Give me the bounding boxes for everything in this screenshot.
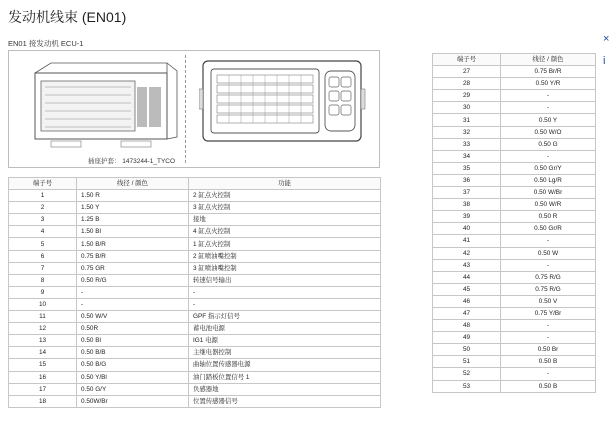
- wire-cell: -: [501, 102, 596, 114]
- wire-cell: 0.75 R/G: [501, 271, 596, 283]
- function-cell: 蓄电池电源: [189, 323, 381, 335]
- table-row: [9, 202, 381, 214]
- pin-cell: 7: [9, 262, 77, 274]
- pin-cell: 6: [9, 250, 77, 262]
- table-row: [9, 371, 381, 383]
- figure-divider: [185, 55, 186, 163]
- pin-cell: 9: [9, 286, 77, 298]
- pin-cell: 1: [9, 190, 77, 202]
- table-row: [9, 214, 381, 226]
- table-row: [433, 307, 596, 319]
- table-row: [433, 332, 596, 344]
- pin-cell: 14: [9, 347, 77, 359]
- wire-cell: -: [77, 298, 189, 310]
- table-header-row: [9, 178, 381, 190]
- wire-cell: 1.50 B/R: [77, 238, 189, 250]
- wire-cell: 0.50 R/G: [77, 274, 189, 286]
- pin-cell: 33: [433, 138, 501, 150]
- page-title: 发动机线束 (EN01): [8, 9, 127, 25]
- pin-cell: 38: [433, 199, 501, 211]
- pin-cell: 13: [9, 335, 77, 347]
- wire-cell: 0.50 W/Br: [501, 187, 596, 199]
- table-row: [9, 311, 381, 323]
- function-cell: 转速信号输出: [189, 274, 381, 286]
- table-row: [433, 114, 596, 126]
- wire-cell: 0.75 B/R: [77, 250, 189, 262]
- pin-cell: 48: [433, 320, 501, 332]
- pin-cell: 52: [433, 368, 501, 380]
- connector-housing-side-view: [31, 57, 181, 157]
- wire-cell: 0.50 G/Y: [77, 383, 189, 395]
- wire-cell: 0.50W/Br: [77, 395, 189, 407]
- pin-cell: 47: [433, 307, 501, 319]
- table-row: [433, 102, 596, 114]
- function-cell: 曲轴位置传感器电源: [189, 359, 381, 371]
- function-cell: 1 缸点火控制: [189, 238, 381, 250]
- table-row: [433, 380, 596, 392]
- pin-cell: 46: [433, 295, 501, 307]
- function-cell: 3 缸喷油嘴控制: [189, 262, 381, 274]
- pin-cell: 18: [9, 395, 77, 407]
- function-cell: -: [189, 298, 381, 310]
- table-row: [9, 323, 381, 335]
- wire-cell: 0.75 Br/R: [501, 66, 596, 78]
- wire-cell: 1.50 Y: [77, 202, 189, 214]
- pin-cell: 49: [433, 332, 501, 344]
- pin-cell: 29: [433, 90, 501, 102]
- function-cell: 2 缸喷油嘴控制: [189, 250, 381, 262]
- connector-label: 插座护套： 1473244-1_TYCO: [88, 158, 176, 165]
- table-row: [433, 368, 596, 380]
- pin-cell: 45: [433, 283, 501, 295]
- table-row: [9, 226, 381, 238]
- table-row: [433, 344, 596, 356]
- wire-cell: 0.50 W/V: [77, 311, 189, 323]
- wire-cell: 0.50 W/R: [501, 199, 596, 211]
- wire-cell: 0.75 R/G: [501, 283, 596, 295]
- function-cell: 3 缸点火控制: [189, 202, 381, 214]
- pin-table-right: [432, 53, 596, 393]
- header-pin: 端子号: [433, 54, 501, 66]
- wire-cell: -: [501, 332, 596, 344]
- pin-cell: 3: [9, 214, 77, 226]
- pin-cell: 31: [433, 114, 501, 126]
- table-row: [433, 162, 596, 174]
- wire-cell: 0.75 GR: [77, 262, 189, 274]
- wire-cell: 0.50 Y/Bl: [77, 371, 189, 383]
- table-row: [433, 66, 596, 78]
- connector-pin-face-view: [199, 59, 369, 159]
- wire-cell: 0.50 W/O: [501, 126, 596, 138]
- wire-cell: 0.50 Y/R: [501, 78, 596, 90]
- close-icon[interactable]: ×: [603, 33, 609, 45]
- wire-cell: 0.75 Y/Br: [501, 307, 596, 319]
- table-row: [9, 262, 381, 274]
- table-row: [433, 223, 596, 235]
- function-cell: GPF 指示灯信号: [189, 311, 381, 323]
- pin-cell: 39: [433, 211, 501, 223]
- function-cell: 负感器地: [189, 383, 381, 395]
- table-row: [433, 150, 596, 162]
- table-row: [9, 359, 381, 371]
- page-subtitle: EN01 接发动机 ECU-1: [8, 39, 84, 48]
- pin-cell: 51: [433, 356, 501, 368]
- wire-cell: -: [501, 150, 596, 162]
- pin-cell: 44: [433, 271, 501, 283]
- pin-table-left: [8, 177, 381, 408]
- pin-cell: 2: [9, 202, 77, 214]
- table-row: [433, 90, 596, 102]
- wire-cell: 0.50 Gr/Y: [501, 162, 596, 174]
- table-row: [9, 298, 381, 310]
- wire-cell: -: [77, 286, 189, 298]
- table-row: [433, 78, 596, 90]
- function-cell: 油门踏板位置信号 1: [189, 371, 381, 383]
- wire-cell: 0.50 Y: [501, 114, 596, 126]
- wire-cell: 0.50 Gr/R: [501, 223, 596, 235]
- table-header-row: [433, 54, 596, 66]
- function-cell: -: [189, 286, 381, 298]
- table-row: [9, 238, 381, 250]
- pin-cell: 36: [433, 174, 501, 186]
- table-row: [433, 199, 596, 211]
- table-row: [433, 259, 596, 271]
- wire-cell: 0.50 B: [501, 356, 596, 368]
- table-row: [433, 211, 596, 223]
- function-cell: IG1 电源: [189, 335, 381, 347]
- wire-cell: 1.25 B: [77, 214, 189, 226]
- pin-cell: 42: [433, 247, 501, 259]
- pin-cell: 34: [433, 150, 501, 162]
- function-cell: 2 缸点火控制: [189, 190, 381, 202]
- wire-cell: 0.50 V: [501, 295, 596, 307]
- wire-cell: 0.50 B: [501, 380, 596, 392]
- pin-cell: 27: [433, 66, 501, 78]
- wire-cell: 0.50 W: [501, 247, 596, 259]
- table-row: [433, 295, 596, 307]
- wire-cell: -: [501, 368, 596, 380]
- pin-cell: 35: [433, 162, 501, 174]
- wire-cell: 0.50 Lg/R: [501, 174, 596, 186]
- pin-cell: 41: [433, 235, 501, 247]
- table-row: [9, 347, 381, 359]
- pin-cell: 15: [9, 359, 77, 371]
- header-wire: 线径 / 颜色: [501, 54, 596, 66]
- pin-cell: 10: [9, 298, 77, 310]
- wire-cell: -: [501, 320, 596, 332]
- function-cell: 主继电器控制: [189, 347, 381, 359]
- table-row: [433, 138, 596, 150]
- table-row: [9, 274, 381, 286]
- connector-figure: [8, 50, 380, 168]
- table-row: [9, 395, 381, 407]
- table-row: [433, 271, 596, 283]
- pin-cell: 37: [433, 187, 501, 199]
- pin-cell: 43: [433, 259, 501, 271]
- wire-cell: -: [501, 90, 596, 102]
- wire-cell: -: [501, 235, 596, 247]
- header-function: 功能: [189, 178, 381, 190]
- table-row: [9, 335, 381, 347]
- pin-cell: 53: [433, 380, 501, 392]
- wire-cell: 0.50 B/G: [77, 359, 189, 371]
- pin-cell: 17: [9, 383, 77, 395]
- pin-cell: 16: [9, 371, 77, 383]
- table-row: [433, 356, 596, 368]
- pin-cell: 8: [9, 274, 77, 286]
- wire-cell: 1.50 R: [77, 190, 189, 202]
- table-row: [433, 187, 596, 199]
- table-row: [433, 320, 596, 332]
- pin-cell: 5: [9, 238, 77, 250]
- info-icon[interactable]: i: [603, 55, 606, 67]
- pin-cell: 4: [9, 226, 77, 238]
- pin-cell: 12: [9, 323, 77, 335]
- wire-cell: 0.50 G: [501, 138, 596, 150]
- header-pin: 端子号: [9, 178, 77, 190]
- table-row: [9, 286, 381, 298]
- pin-cell: 28: [433, 78, 501, 90]
- wire-cell: 0.50 R: [501, 211, 596, 223]
- table-row: [433, 235, 596, 247]
- function-cell: 接地: [189, 214, 381, 226]
- table-row: [433, 247, 596, 259]
- wire-cell: -: [501, 259, 596, 271]
- header-wire: 线径 / 颜色: [77, 178, 189, 190]
- pin-cell: 11: [9, 311, 77, 323]
- pin-cell: 30: [433, 102, 501, 114]
- wire-cell: 0.50 Br: [501, 344, 596, 356]
- function-cell: 位置传感器信号: [189, 395, 381, 407]
- wire-cell: 1.50 Bl: [77, 226, 189, 238]
- table-row: [433, 126, 596, 138]
- pin-cell: 40: [433, 223, 501, 235]
- wire-cell: 0.50 Bl: [77, 335, 189, 347]
- wire-cell: 0.50R: [77, 323, 189, 335]
- table-row: [9, 250, 381, 262]
- table-row: [433, 283, 596, 295]
- table-row: [9, 383, 381, 395]
- function-cell: 4 缸点火控制: [189, 226, 381, 238]
- wire-cell: 0.50 B/B: [77, 347, 189, 359]
- pin-cell: 50: [433, 344, 501, 356]
- table-row: [9, 190, 381, 202]
- table-row: [433, 174, 596, 186]
- pin-cell: 32: [433, 126, 501, 138]
